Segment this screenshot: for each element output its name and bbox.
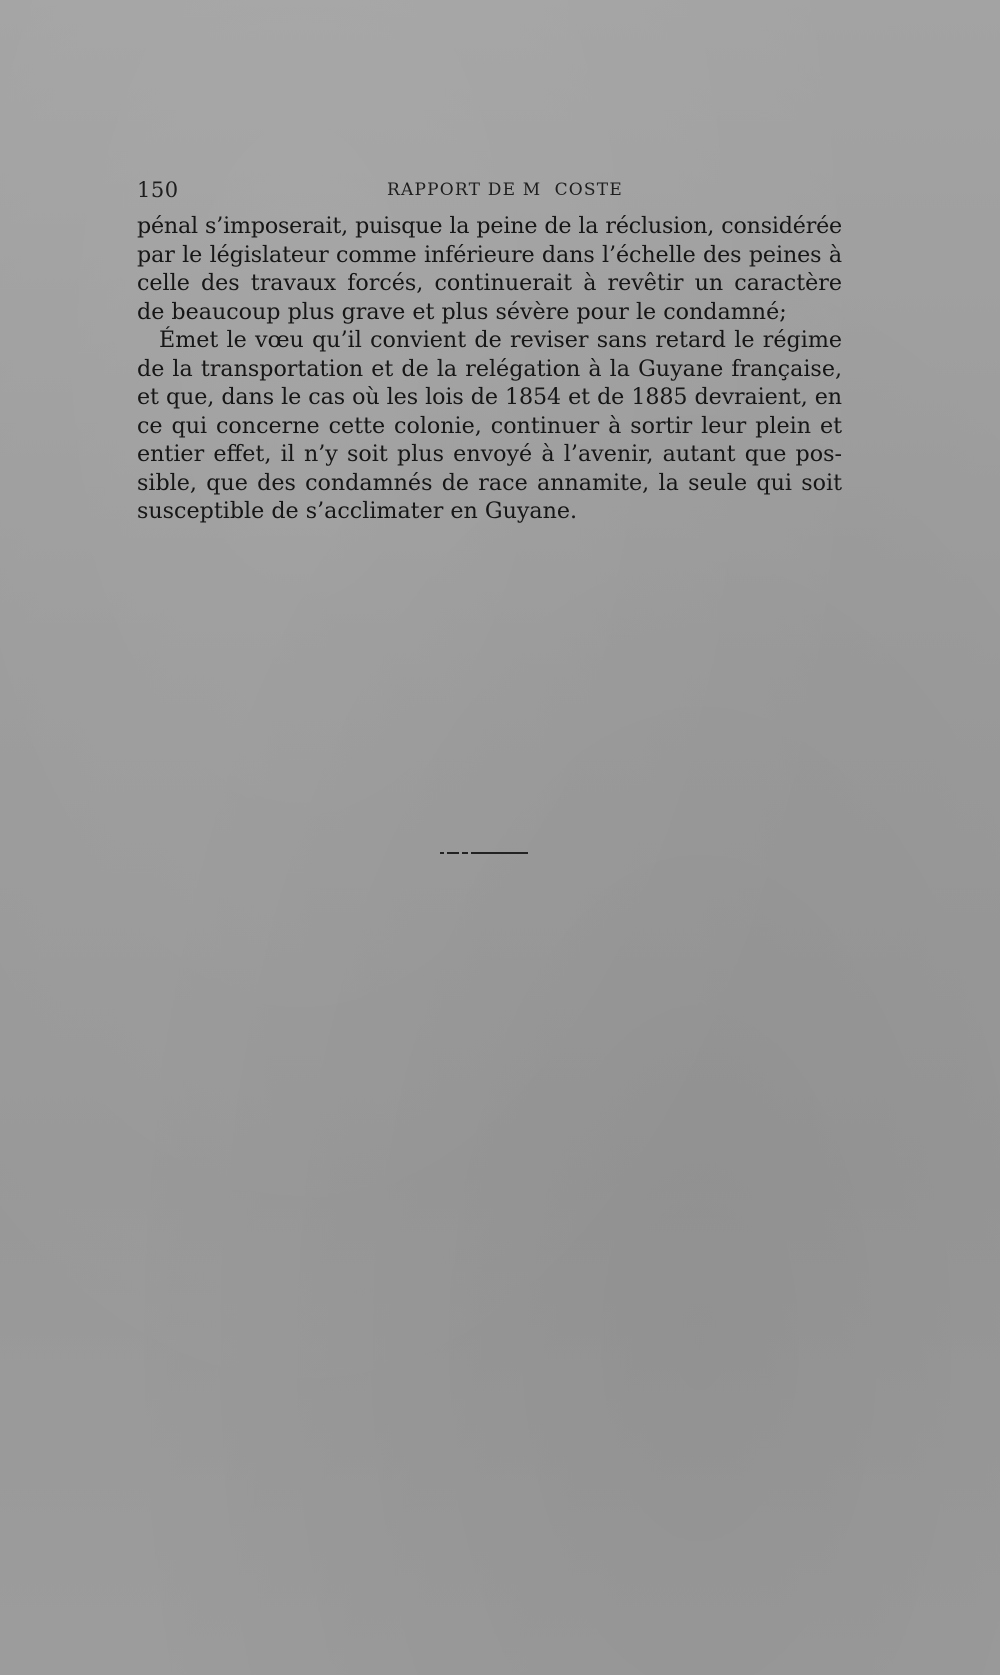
running-title: RAPPORT DE M COSTE: [387, 180, 623, 200]
text-line: par le législateur comme inférieure dans l’échelle des peines à: [137, 241, 842, 268]
text-line: de la transportation et de la relégation à la Guyane française,: [137, 355, 842, 382]
text-line: sible, que des condamnés de race annamite, la seule qui soit: [137, 469, 842, 496]
body-text: [137, 212, 842, 526]
text-line: entier effet, il n’y soit plus envoyé à l’avenir, autant que pos-: [137, 441, 842, 467]
end-separator-rule: [440, 852, 528, 856]
paragraph-start-line: Émet le vœu qu’il convient de reviser sans retard le régime: [159, 327, 842, 353]
text-line: pénal s’imposerait, puisque la peine de la réclusion, considérée: [137, 213, 842, 239]
text-line: susceptible de s’acclimater en Guyane.: [137, 498, 578, 524]
text-line: celle des travaux forcés, continuerait à revêtir un caractère: [137, 270, 842, 296]
text-line: et que, dans le cas où les lois de 1854 et de 1885 devraient, en: [137, 384, 842, 410]
text-line: ce qui concerne cette colonie, continuer à sortir leur plein et: [137, 412, 842, 439]
text-line: de beaucoup plus grave et plus sévère pour le condamné;: [137, 298, 787, 325]
page-header: [137, 178, 623, 206]
page-number: 150: [137, 178, 179, 202]
